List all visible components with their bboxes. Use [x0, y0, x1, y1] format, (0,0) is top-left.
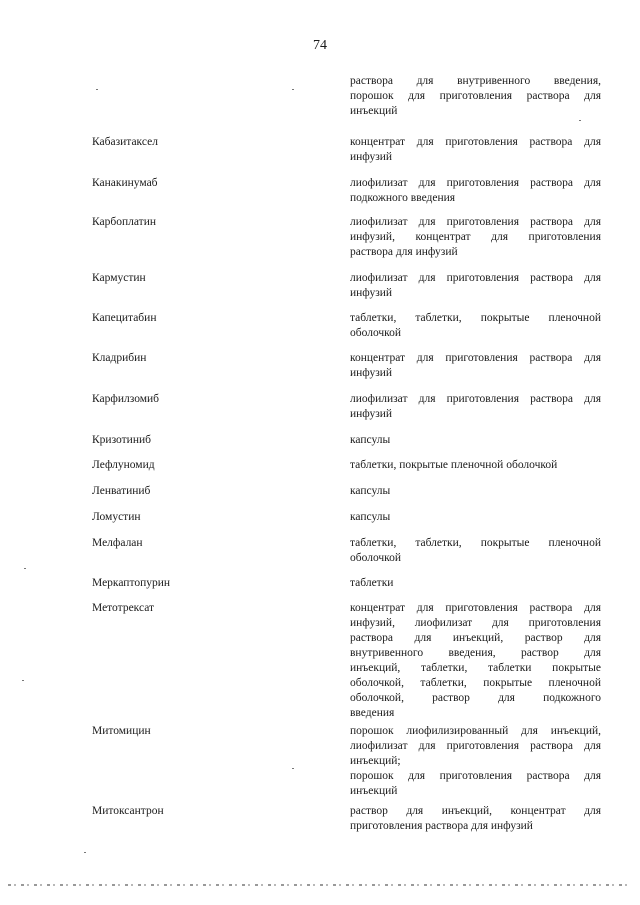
form-line: инфузий: [350, 408, 393, 420]
dosage-form: [350, 74, 601, 119]
form-line: таблетки, покрытые пленочной оболочкой: [350, 459, 558, 471]
dosage-form: [350, 392, 601, 422]
form-line: оболочкой: [350, 552, 402, 564]
form-line: лиофилизат для приготовления раствора для: [350, 393, 601, 405]
form-line: раствора для инъекций, раствор для: [350, 632, 601, 644]
form-line: внутривенного введения, раствор для: [350, 647, 601, 659]
drug-name: Ломустин: [92, 511, 141, 523]
dosage-form: [350, 176, 601, 206]
form-line: концентрат для приготовления раствора для: [350, 136, 601, 148]
form-line: инфузий: [350, 367, 393, 379]
form-line: инфузий: [350, 287, 393, 299]
drug-name: Карфилзомиб: [92, 393, 160, 405]
form-line: инъекций, таблетки, таблетки покрытые: [350, 662, 601, 674]
scan-speck: [22, 680, 24, 681]
drug-name: Карбоплатин: [92, 216, 157, 228]
dosage-form: [350, 484, 601, 499]
dosage-form: [350, 351, 601, 381]
drug-name: Митомицин: [92, 725, 151, 737]
scan-speck: [579, 120, 581, 121]
drug-name: Кладрибин: [92, 352, 147, 364]
form-line: инъекций: [350, 785, 398, 797]
scan-speck: [96, 89, 98, 90]
form-line: лиофилизат для приготовления раствора для: [350, 740, 601, 752]
form-line: раствора для инфузий: [350, 246, 458, 258]
dosage-form: [350, 804, 601, 834]
form-line: раствора для внутривенного введения,: [350, 75, 601, 87]
drug-name: Кармустин: [92, 272, 146, 284]
scan-speck: [24, 568, 26, 569]
form-line: раствор для инъекций, концентрат для: [350, 805, 601, 817]
form-line: лиофилизат для приготовления раствора для: [350, 272, 601, 284]
form-line: концентрат для приготовления раствора для: [350, 602, 601, 614]
scan-speck: [84, 852, 86, 853]
form-line: оболочкой, таблетки, покрытые пленочной: [350, 677, 601, 689]
drug-name: Лефлуномид: [92, 459, 155, 471]
form-line: порошок для приготовления раствора для: [350, 770, 601, 782]
form-line: лиофилизат для приготовления раствора для: [350, 216, 601, 228]
form-line: инфузий, концентрат для приготовления: [350, 231, 601, 243]
form-line: капсулы: [350, 485, 391, 497]
drug-name: Меркаптопурин: [92, 577, 171, 589]
dosage-form: [350, 215, 601, 260]
dosage-form: [350, 311, 601, 341]
dosage-form: [350, 135, 601, 165]
drug-name: Капецитабин: [92, 312, 157, 324]
form-line: таблетки, таблетки, покрытые пленочной: [350, 537, 601, 549]
page-number: 74: [313, 38, 327, 53]
dosage-form: [350, 510, 601, 525]
form-line: инфузий, лиофилизат для приготовления: [350, 617, 601, 629]
form-line: таблетки: [350, 577, 394, 589]
drug-name: Метотрексат: [92, 602, 155, 614]
dosage-form: [350, 458, 601, 473]
form-line: оболочкой, раствор для подкожного: [350, 692, 601, 704]
form-line: инфузий: [350, 151, 393, 163]
scan-speck: [292, 89, 294, 90]
form-line: порошок для приготовления раствора для: [350, 90, 601, 102]
form-line: инъекций;: [350, 755, 401, 767]
dosage-form: [350, 433, 601, 448]
drug-name: Митоксантрон: [92, 805, 164, 817]
form-line: оболочкой: [350, 327, 402, 339]
form-line: лиофилизат для приготовления раствора для: [350, 177, 601, 189]
dosage-form: [350, 724, 601, 799]
scan-speck: [292, 768, 294, 769]
form-line: приготовления раствора для инфузий: [350, 820, 533, 832]
form-line: порошок лиофилизированный для инъекций,: [350, 725, 601, 737]
dosage-form: [350, 601, 601, 721]
drug-name: Ленватиниб: [92, 485, 151, 497]
drug-name: Кризотиниб: [92, 434, 151, 446]
form-line: капсулы: [350, 511, 391, 523]
form-line: капсулы: [350, 434, 391, 446]
form-line: подкожного введения: [350, 192, 456, 204]
form-line: инъекций: [350, 105, 398, 117]
form-line: введения: [350, 707, 395, 719]
form-line: таблетки, таблетки, покрытые пленочной: [350, 312, 601, 324]
form-line: концентрат для приготовления раствора для: [350, 352, 601, 364]
dosage-form: [350, 576, 601, 591]
drug-name: Кабазитаксел: [92, 136, 158, 148]
drug-name: Канакинумаб: [92, 177, 158, 189]
scan-edge-artifact: [8, 884, 632, 886]
dosage-form: [350, 271, 601, 301]
drug-name: Мелфалан: [92, 537, 143, 549]
dosage-form: [350, 536, 601, 566]
